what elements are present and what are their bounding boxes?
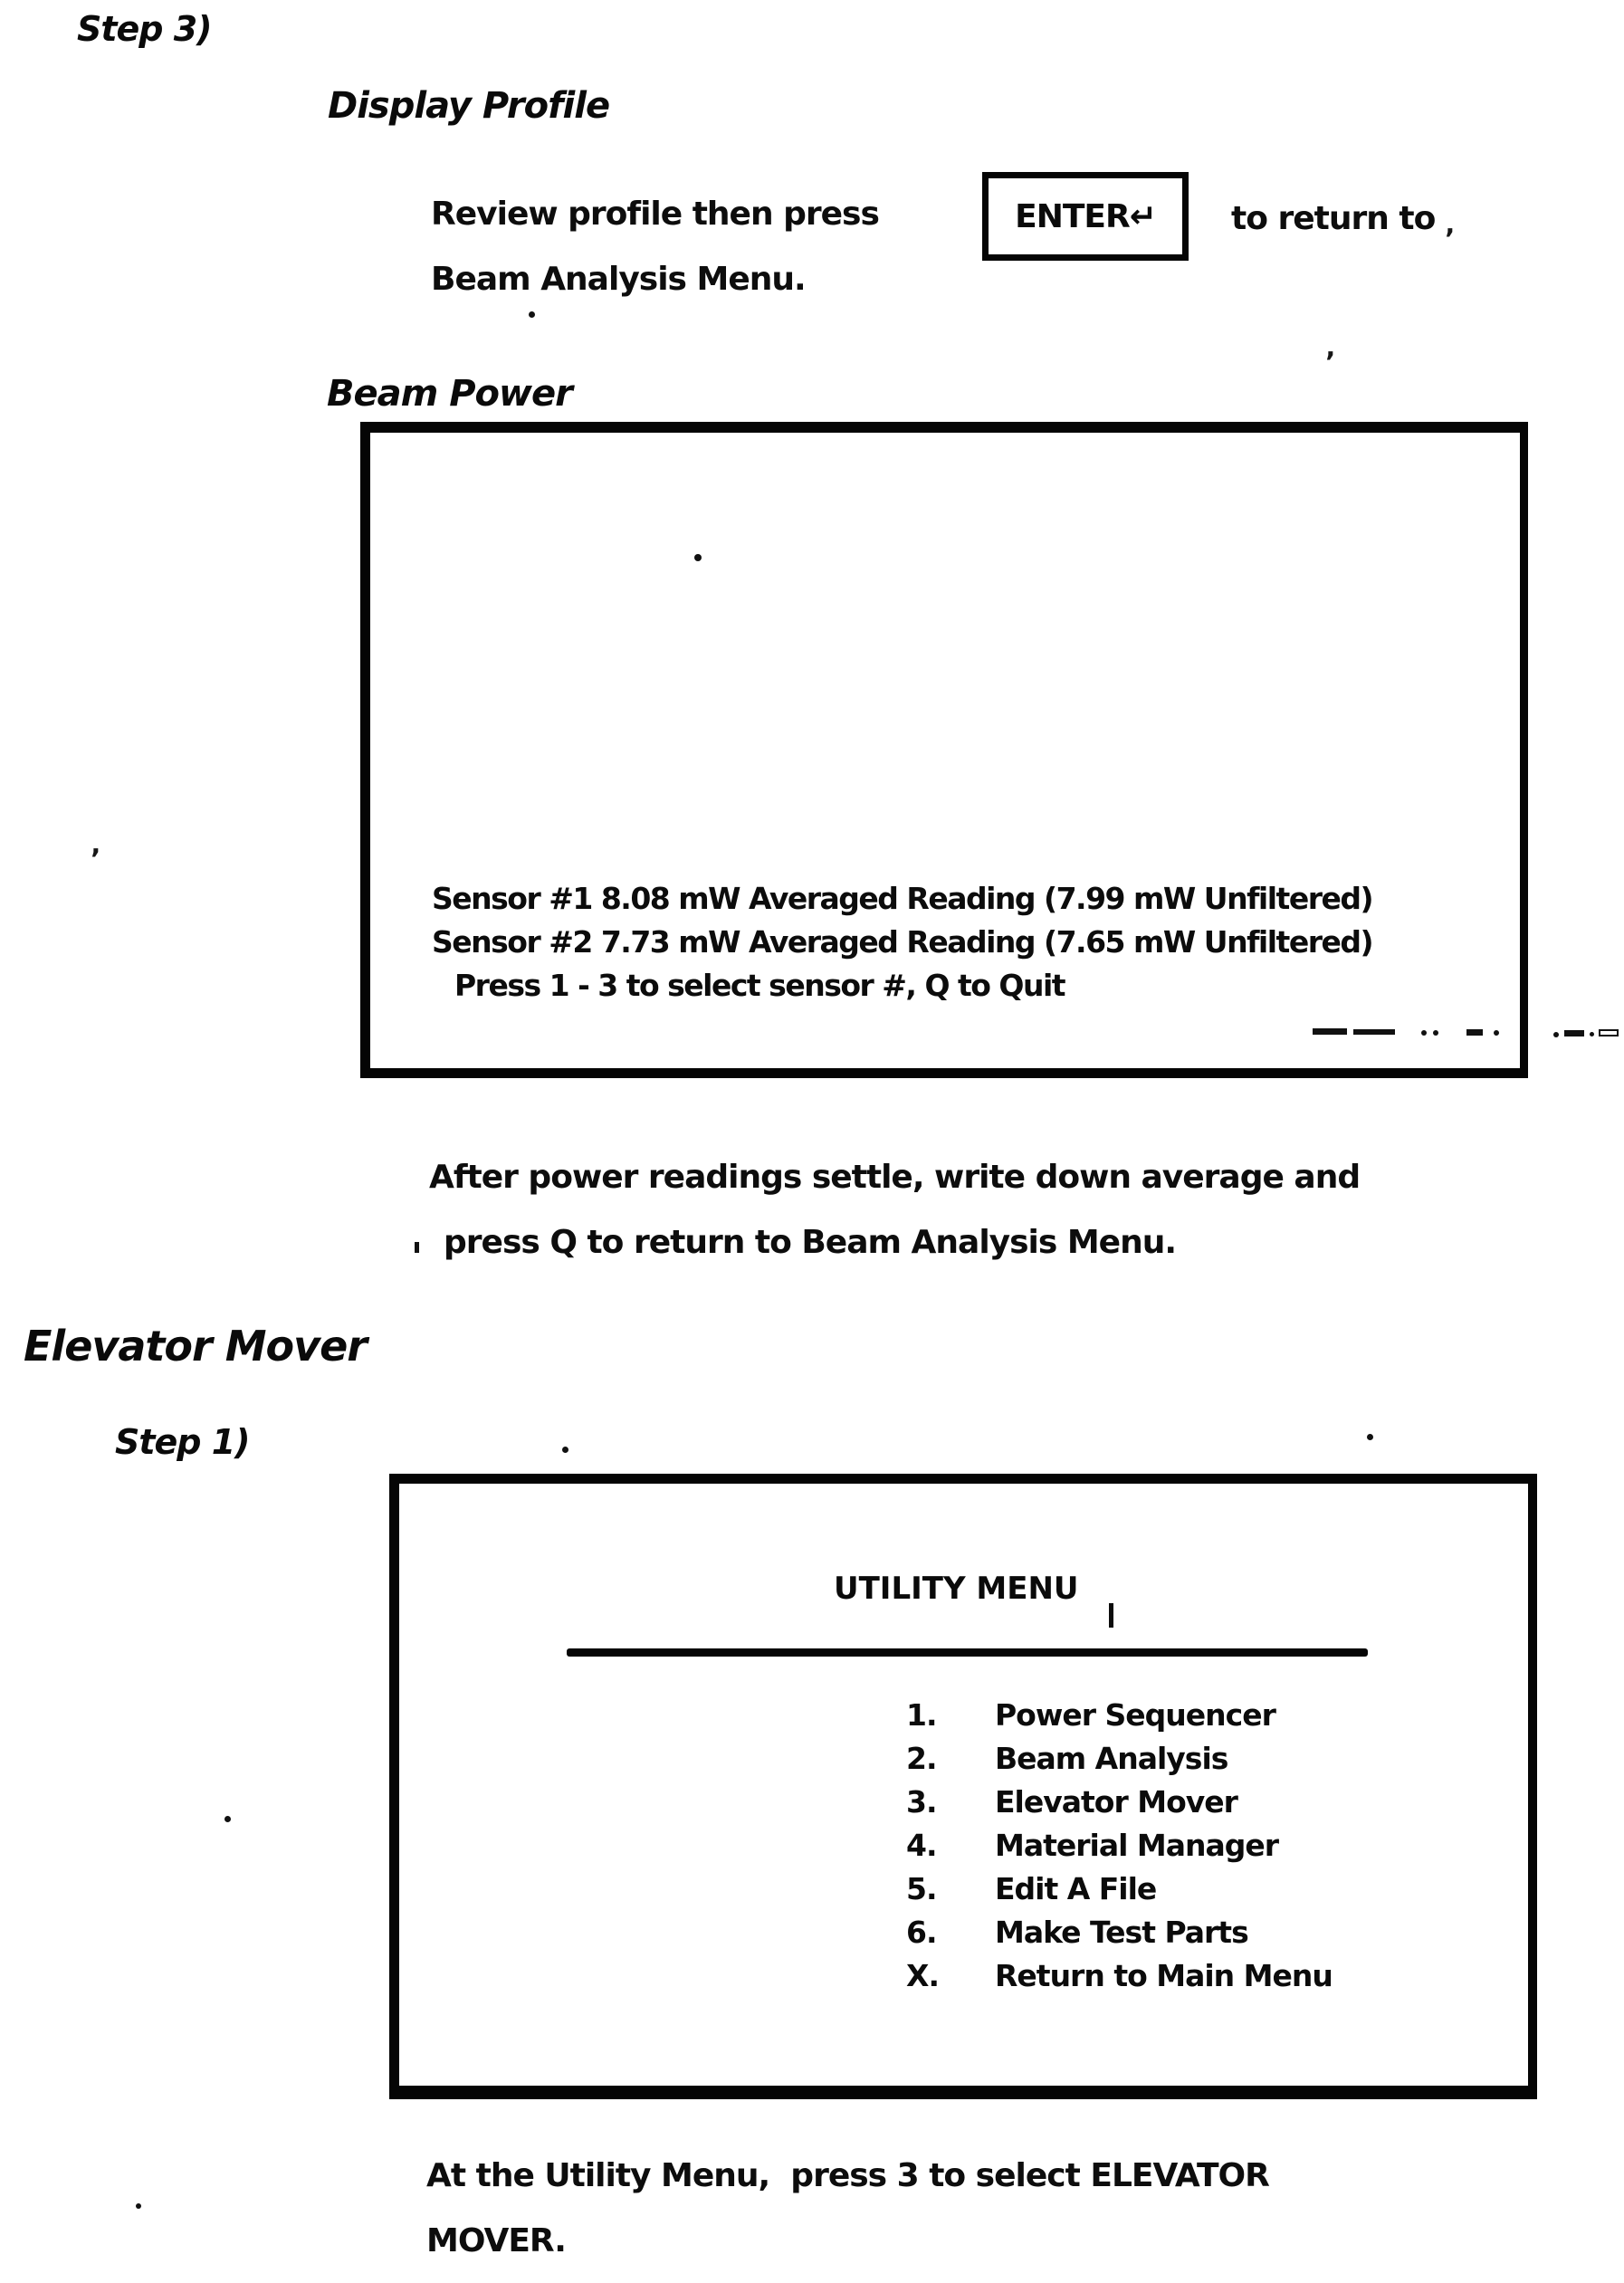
display-profile-heading: Display Profile [328,85,610,127]
menu-item-label: Elevator Mover [995,1784,1237,1820]
menu-item [906,1828,1278,1863]
menu-item [906,1784,1237,1820]
menu-item-key: 5. [906,1871,937,1906]
scan-mark-dot [694,554,702,561]
elevator-mover-heading: Elevator Mover [24,1322,367,1371]
scan-mark-dash [1353,1029,1395,1035]
menu-item-label: Make Test Parts [995,1915,1248,1950]
enter-key-label: ENTER [1015,197,1130,235]
scan-mark-dot [1494,1030,1499,1036]
menu-item-label: Edit A File [995,1871,1157,1906]
elevator-note-line1: At the Utility Menu, press 3 to select ELEVATOR [426,2157,1269,2194]
elevator-note-line2: MOVER. [426,2222,566,2259]
menu-item-label: Beam Analysis [995,1741,1228,1776]
scan-mark-apostrophe: ’ [91,844,101,875]
beam-power-screen [360,422,1528,1078]
menu-item-key: 6. [906,1915,937,1950]
return-arrow-icon: ↵ [1129,197,1156,235]
beam-power-note-line1: After power readings settle, write down average and [429,1159,1361,1196]
menu-item [906,1697,1275,1733]
scan-mark-apostrophe: ’ [1325,347,1336,378]
scan-mark-dot [1553,1032,1559,1037]
scan-mark-dash [1599,1029,1619,1036]
instruction-line-after-key: to return to [1231,200,1436,237]
menu-item-key: 1. [906,1697,937,1733]
instruction-line-before-key: Review profile then press [431,196,879,233]
scan-mark-dot [562,1447,568,1453]
menu-item [906,1871,1156,1906]
scan-mark-comma [415,1242,419,1253]
menu-item [906,1741,1228,1776]
screen-line-prompt: Press 1 - 3 to select sensor #, Q to Quit [454,968,1065,1003]
beam-power-note-line2: press Q to return to Beam Analysis Menu. [444,1224,1177,1261]
enter-key [982,172,1189,261]
step3-label: Step 3) [77,9,212,49]
menu-item-key: 4. [906,1828,937,1863]
scan-mark-dot [1590,1032,1594,1036]
menu-item [906,1958,1333,1993]
utility-menu-screen [389,1474,1537,2099]
scan-mark-dash [1466,1029,1483,1036]
menu-item [906,1915,1248,1950]
scan-mark-apostrophe: ’ [1445,224,1456,255]
scan-mark-dot [136,2203,141,2209]
utility-menu-title: UTILITY MENU [834,1571,1079,1607]
screen-line-sensor2: Sensor #2 7.73 mW Averaged Reading (7.65 mW Unfiltered) [432,924,1373,960]
scan-mark-dot [529,311,535,318]
menu-item-key: 2. [906,1741,937,1776]
screen-line-sensor1: Sensor #1 8.08 mW Averaged Reading (7.99 mW Unfiltered) [432,881,1373,916]
scan-mark-dot [224,1816,231,1822]
menu-item-label: Material Manager [995,1828,1279,1863]
scan-mark-dash [1564,1030,1584,1036]
menu-item-label: Return to Main Menu [995,1958,1333,1993]
scan-mark-dot [1421,1030,1427,1036]
menu-divider [567,1648,1368,1657]
beam-power-heading: Beam Power [327,373,572,415]
scan-mark-dash [1313,1028,1347,1035]
scan-mark-dot [1433,1030,1438,1036]
scan-mark-dot [1367,1434,1373,1440]
step1-label: Step 1) [115,1422,250,1462]
instruction-line2: Beam Analysis Menu. [431,261,806,298]
menu-item-label: Power Sequencer [995,1697,1275,1733]
menu-item-key: 3. [906,1784,937,1820]
text-cursor-mark [1109,1603,1113,1628]
menu-item-key: X. [906,1958,939,1993]
